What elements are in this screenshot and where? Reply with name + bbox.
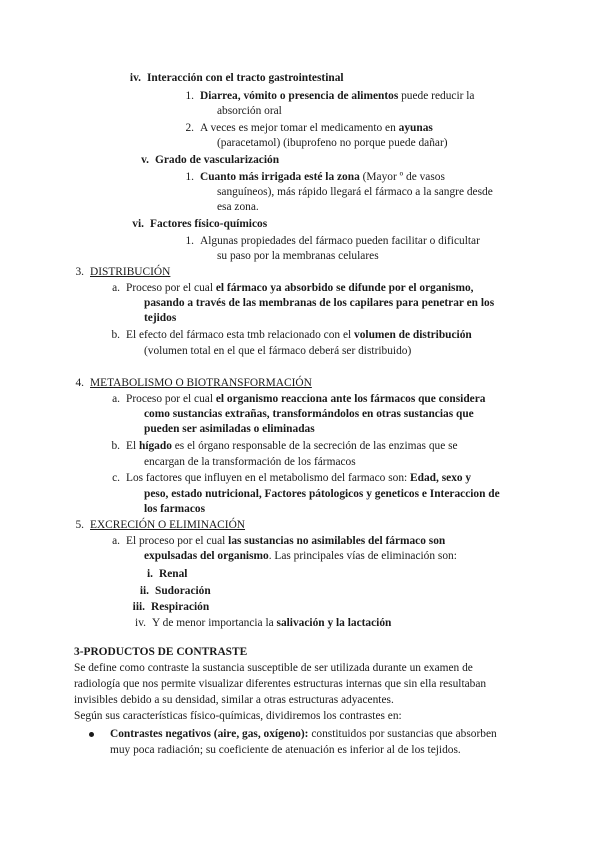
list-marker: 4. [75, 377, 84, 389]
text-line [144, 311, 176, 326]
text-line [74, 677, 486, 692]
text-run: Grado de vascularización [155, 154, 280, 166]
text-line [90, 376, 312, 391]
text-run: El proceso por el cual [126, 535, 229, 547]
text-line [126, 439, 458, 454]
text-line [159, 567, 187, 582]
list-marker: a. [112, 535, 120, 547]
text-run: Sudoración [155, 585, 211, 597]
text-run: Proceso por el cual [126, 282, 216, 294]
text-run: Interacción con el tracto gastrointestinal [147, 72, 344, 84]
text-line [200, 234, 480, 249]
text-line [144, 422, 315, 437]
text-line [74, 661, 473, 676]
text-run: el organismo reacciona ante los fármacos que considera [215, 393, 486, 405]
list-marker: 2. [185, 122, 194, 134]
text-run: pasando a través de las membranas de los capilares para penetrar en los [144, 297, 495, 309]
text-run: Diarrea, vómito o presencia de alimentos [200, 90, 399, 102]
text-run: Los factores que influyen en el metabolismo del farmaco son: [126, 472, 411, 484]
text-run: puede reducir la [398, 90, 475, 102]
list-marker: iv. [135, 617, 146, 629]
text-run: peso, estado nutricional, Factores pátologicos y geneticos e Interaccion de [144, 488, 500, 500]
list-marker: c. [112, 472, 120, 484]
text-run: salivación y la lactación [276, 617, 392, 629]
list-marker: iii. [132, 601, 145, 613]
list-marker: 1. [185, 171, 194, 183]
text-run: expulsadas del organismo [144, 550, 269, 562]
text-line [144, 296, 494, 311]
text-line [151, 600, 209, 615]
text-run: el fármaco ya absorbido se difunde por el organismo, [215, 282, 474, 294]
text-run: Según sus características físico-químicas, dividiremos los contrastes en: [74, 710, 402, 722]
text-line [90, 518, 245, 533]
text-line [144, 407, 474, 422]
text-line [217, 136, 448, 151]
text-run: Cuanto más irrigada esté la zona [200, 171, 360, 183]
text-line [200, 170, 445, 185]
text-run: hígado [138, 440, 172, 452]
text-run: absorción oral [217, 105, 282, 117]
text-run: volumen de distribución [354, 329, 472, 341]
list-marker: 5. [75, 519, 84, 531]
text-run: Y de menor importancia la [152, 617, 277, 629]
text-line [110, 743, 461, 758]
text-run: Renal [159, 568, 188, 580]
text-run: invisibles debido a su densidad, similar a otras estructuras adyacentes. [74, 694, 394, 706]
text-run: EXCRECIÓN O ELIMINACIÓN [90, 519, 246, 531]
text-run: Respiración [151, 601, 210, 613]
text-run: . Las principales vías de eliminación son: [268, 550, 457, 562]
text-line [155, 584, 211, 599]
text-run: 3-PRODUCTOS DE CONTRASTE [74, 646, 248, 658]
text-line [150, 217, 267, 232]
text-line [217, 104, 282, 119]
text-run: esa zona. [217, 201, 259, 213]
text-run: los farmacos [144, 503, 206, 515]
list-marker: iv. [129, 72, 141, 84]
text-line [147, 71, 344, 86]
text-run: Algunas propiedades del fármaco pueden facilitar o dificultar [200, 235, 480, 247]
text-run: METABOLISMO O BIOTRANSFORMACIÓN [90, 377, 312, 389]
text-line [144, 455, 356, 470]
text-run: las sustancias no asimilables del fármaco son [228, 535, 446, 547]
list-marker: a. [112, 282, 120, 294]
list-marker: b. [111, 329, 120, 341]
text-run: Se define como contraste la sustancia susceptible de ser utilizada durante un examen de [74, 662, 473, 674]
text-run: (volumen total en el que el fármaco deberá ser distribuido) [144, 345, 412, 357]
text-run: es el órgano responsable de la secreción de las enzimas que se [171, 440, 458, 452]
text-line [126, 534, 445, 549]
text-run: muy poca radiación; su coeficiente de atenuación es inferior al de los tejidos. [110, 744, 461, 756]
text-run: Proceso por el cual [126, 393, 216, 405]
text-run: radiología que nos permite visualizar diferentes estructuras internas que sin ella resultaban [74, 678, 487, 690]
text-line [155, 153, 279, 168]
text-run: sanguíneos), más rápido llegará el fármaco a la sangre desde [217, 186, 493, 198]
text-run: constituidos por sustancias que absorben [308, 728, 497, 740]
list-marker: 1. [185, 235, 194, 247]
text-run: DISTRIBUCIÓN [90, 266, 171, 278]
text-line [144, 502, 205, 517]
list-marker: 1. [185, 90, 194, 102]
text-line [90, 265, 170, 280]
list-marker: 3. [75, 266, 84, 278]
text-run: El [126, 440, 139, 452]
text-run: tejidos [144, 312, 177, 324]
text-line [110, 727, 497, 742]
text-line [126, 328, 472, 343]
text-line [217, 185, 493, 200]
text-run: pueden ser asimiladas o eliminadas [144, 423, 315, 435]
text-line [74, 693, 394, 708]
text-line [126, 281, 474, 296]
text-run: Factores físico-químicos [150, 218, 268, 230]
text-line [200, 121, 433, 136]
text-line [126, 471, 471, 486]
text-run: Contrastes negativos (aire, gas, oxígeno): [110, 728, 309, 740]
text-line [74, 709, 402, 724]
text-run: El efecto del fármaco esta tmb relacionado con el [126, 329, 355, 341]
list-marker: vi. [132, 218, 144, 230]
text-line [144, 344, 411, 359]
text-run: (paracetamol) (ibuprofeno no porque puede dañar) [217, 137, 448, 149]
list-marker: b. [111, 440, 120, 452]
text-run: su paso por la membranas celulares [217, 250, 379, 262]
text-run: como sustancias extrañas, transformándolos en otras sustancias que [144, 408, 474, 420]
text-run: (Mayor º de vasos [359, 171, 445, 183]
text-line [126, 392, 486, 407]
list-marker: a. [112, 393, 120, 405]
text-line [144, 549, 457, 564]
text-run: encargan de la transformación de los fármacos [144, 456, 356, 468]
text-line [74, 645, 247, 660]
text-line [200, 89, 474, 104]
text-line [144, 487, 500, 502]
text-line [217, 249, 379, 264]
text-run: A veces es mejor tomar el medicamento en [200, 122, 399, 134]
text-run: Edad, sexo y [410, 472, 472, 484]
text-line [152, 616, 391, 631]
text-run: ayunas [398, 122, 433, 134]
list-marker: ii. [139, 585, 149, 597]
list-marker: i. [146, 568, 153, 580]
bullet-icon [89, 732, 94, 737]
list-marker: v. [141, 154, 149, 166]
text-line [217, 200, 259, 215]
